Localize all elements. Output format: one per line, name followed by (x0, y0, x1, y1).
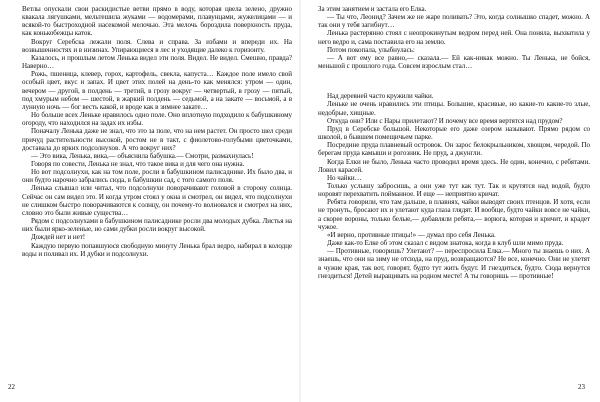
paragraph: Дождей нет и нет! (31, 233, 86, 242)
paragraph: Рядом с подсолнухами в бабушкином палисаднике росли два молодых дубка. Листья на них были ярко-зеленые, но сами дубки росли вокруг высокой. (22, 217, 292, 234)
paragraph: Вокруг Серебска лежали поля. Слева и справа. За избами и впереди их. На возвышенностях и в низинах. Упирающиеся в лес и уходящие далеко к горизонту. (22, 37, 292, 54)
paragraph: Казалось, и прошлым летом Ленька видел эти поля. Видел. Не видел. Смешно, правда? Наверно… (22, 53, 292, 71)
paragraph: Но вот подсолнухи, как на том поле, росли в бабушкином палисаднике. Их было два, и они будто нарочно забрались сюда, в бабушкин сад, с того самого поля. (22, 168, 292, 185)
paragraph: Поначалу Ленька даже не знал, что это за поле, что на нем растет. Он просто шел среди причуд растительности высокой, ростом не в такт, с фиолетово-голубыми цветочками, доставала до ярких подсолнухов. А что вокруг них? (22, 127, 292, 152)
paragraph: Но чайки… (327, 173, 362, 182)
paragraph: Откуда они? Или с Нары прилетают? И почему все время вертятся над прудом? (327, 116, 563, 125)
book-gutter (299, 0, 301, 402)
right-page-number: 23 (578, 383, 585, 391)
paragraph: — Ты что, Леонид? Зачем же не жаре поливать? Это, когда солнышко спадет, можно. А так они у тебя загибнут… (318, 13, 590, 30)
paragraph: Ленька растерянно стоял с неопрокинутым ведром перед ней. Она поняла, выхватила у него ведро и, сама поставила его на землю. (318, 29, 590, 46)
paragraph: Ветлы опускали свои раскидистые ветви прямо в воду, которая цвела зелено, дружно квакала лягушками, мельтешила жуками — водомерами, плавунцами, жужелицами — и всякой-то быстроходной насекомой мелочью. Эта мелочь бороздила поверхность пруда, как конькобежцы каток. (22, 5, 292, 38)
left-page-number: 22 (8, 383, 15, 391)
right-page (318, 5, 590, 280)
paragraph: — А вот ему все равно,— сказала.— Ей как-никак можно. Ты Ленька, не бойся, меньшой с прошлого года. Совсем взрослым стал… (318, 53, 590, 71)
paragraph: Пруд в Серебске большой. Некоторые его даже озером называют. Прямо рядом со школой, в бывшем помещичьем парке. (318, 124, 590, 142)
paragraph: За этим занятием и застала его Елка. (318, 5, 427, 13)
paragraph: Леньке не очень нравились эти птицы. Большие, красивые, но какие-то какие-то злые, недобрые, хищные. (318, 100, 590, 117)
paragraph: — Это вика, Ленька, вика,— объяснила бабушка.— Смотри, размахнулась! (31, 151, 254, 160)
paragraph: Рожь, пшеница, клевер, горох, картофель, свекла, капуста… Каждое поле имело свой особый цвет, вкус и запах. И цвет этих полей на день-то как менялся: утром — один, вечером — другой, в полдень — третий, в грозу вокруг — четвертый, в грозу — пятый, под хмурым небом — шестой, в жаркий полдень — седьмой, а на закате — восьмой, а в лунную ночь — бог весть какой, и вроде как в зимнее закате… (22, 70, 292, 111)
paragraph: Когда Елки не было, Ленька часто проводил время здесь. Не один, конечно, с ребятами. Ловил карасей. (318, 157, 590, 174)
left-page (22, 5, 292, 258)
paragraph: Только услышу забросишь, а они уже тут как тут. Так и крутятся над водой, будто норовят перехватить пойманное. И еще — неприятно кричат. (318, 181, 590, 199)
paragraph: Потом покопала, улыбнулась: (327, 45, 415, 54)
paragraph: Говоря по совести, Ленька не знал, что такое вика и для чего она нужна. (31, 159, 245, 168)
paragraph: Каждую первую попавшуюся свободную минуту Ленька брал ведро, набирал в колодце воды и поливал их. И дубки и подсолнухи. (22, 241, 292, 258)
paragraph: — Противные, говоришь? Улетают? — переспросила Елка.— Много ты знаешь о них. А знаешь, что они на зиму не отсюда, на пруд, возвращаются? Не все, конечно. Они не улетят в чужие края, так вот, говорят, будто тут жить будут. И гнездиться, будто. Сюда вернутся гнездиться! Детей выращивать на родном месте! А ты говоришь — противные! (318, 247, 590, 280)
paragraph: Ленька слышал или читал, что подсолнухи поворачивают головой в сторону солнца. Сейчас он сам видел это. И когда утром стоял у окна и смотрел, он видел, что подсолнухи не слишком быстро поворачиваются к солнцу, он почему-то волновался и смотрел на них, словно это были живые существа… (22, 184, 292, 217)
section-start-paragraph: Над деревней часто кружили чайки. (327, 92, 434, 101)
paragraph: «И верно, противные птицы!» — думал про себя Ленька. (327, 230, 496, 239)
paragraph: Посредине пруда плавневый островок. Он зарос белокрыльником, хвощом, чередой. По берегам пруда камыши и рогозник. Не пруд, а джунгли. (318, 141, 590, 158)
paragraph: Но больше всех Леньке нравилось одно поле. Оно вплотную подходило к бабушкиному огороду, что находился на задах их избы. (22, 111, 292, 128)
paragraph: Даже как-то Елке об этом сказал с видом знатока, когда в клуб шли мимо пруда. (327, 239, 564, 248)
paragraph: Ребята говорили, что там дальше, в плавнях, чайки выводят своих птенцов. И хотя, если не тронуть, бросают их и улетают куда глаза глядят. И вообще, будто чайки вовсе не чайки, а скорее вороны, только белые,— добавляли ребята,— ворюга, которая и кричит, и крадет чужое. (318, 198, 590, 231)
